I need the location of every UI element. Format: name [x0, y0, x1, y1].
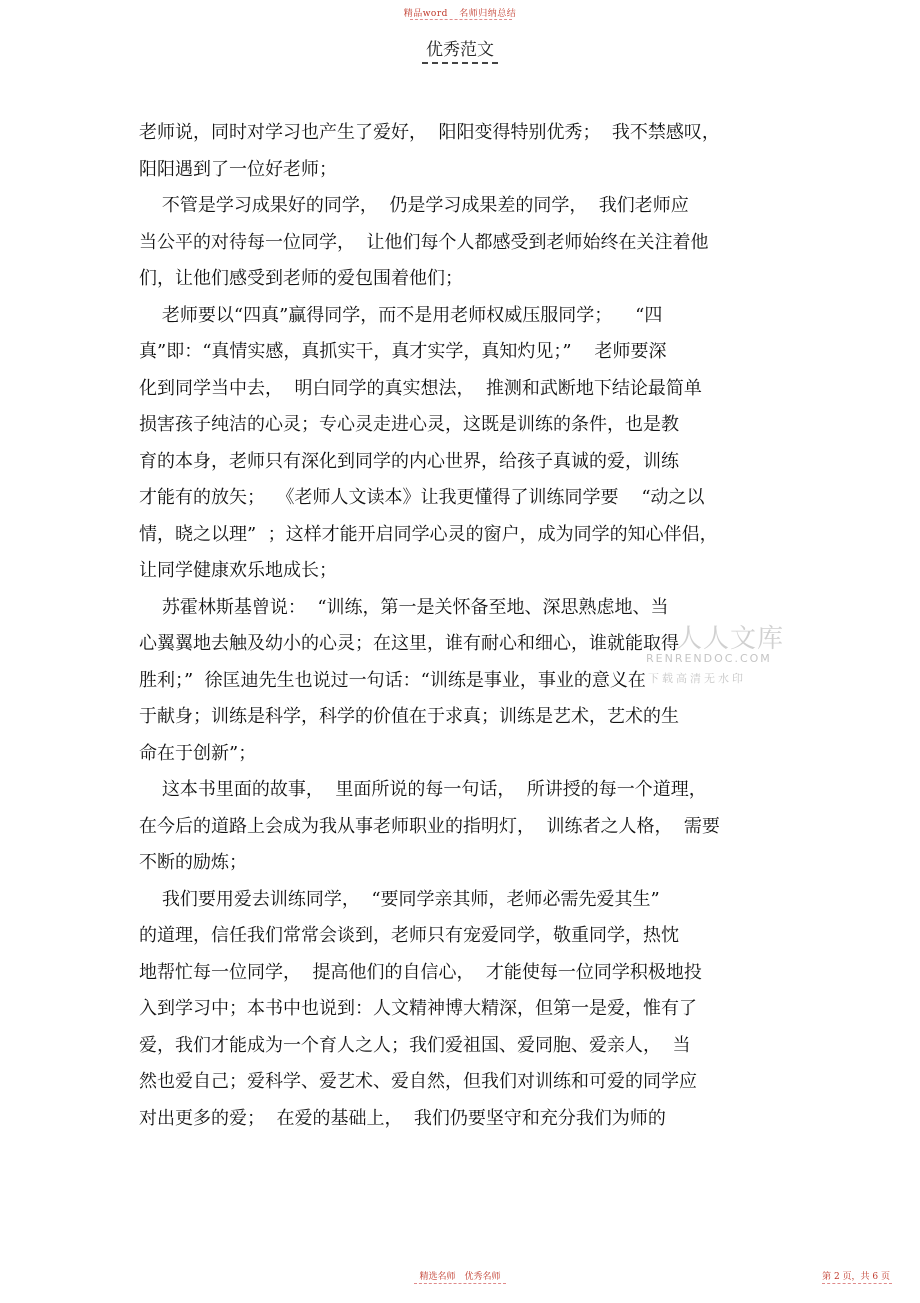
body-line: 老师要以“四真”赢得同学，而不是用老师权威压服同学； “四 — [139, 304, 663, 326]
body-line: 命在于创新”； — [139, 742, 257, 764]
body-line: 才能有的放矢； 《老师人文读本》让我更懂得了训练同学要 “动之以 — [139, 487, 705, 508]
body-line: 入到学习中；本书中也说到：人文精神博大精深，但第一是爱，惟有了 — [139, 998, 697, 1019]
top-note-divider — [410, 19, 512, 20]
document-body — [139, 115, 799, 1137]
top-note — [0, 6, 920, 19]
body-line: 然也爱自己；爱科学、爱艺术、爱自然，但我们对训练和可爱的同学应 — [139, 1071, 697, 1092]
body-line: 胜利；” 徐匡迪先生也说过一句话：“训练是事业，事业的意义在 — [139, 669, 646, 691]
footer-note — [0, 1269, 920, 1282]
body-line: 们，让他们感受到老师的爱包围着他们； — [139, 268, 463, 289]
top-note-right: 名师归纳总结 — [459, 9, 517, 19]
body-line: 的道理，信任我们常常会谈到，老师只有宠爱同学，敬重同学，热忱 — [139, 925, 679, 946]
footer-divider — [414, 1283, 506, 1284]
watermark-domain: RENRENDOC.COM — [646, 652, 772, 665]
body-line: 于献身；训练是科学，科学的价值在于求真；训练是艺术，艺术的生 — [139, 706, 679, 727]
body-line: 阳阳遇到了一位好老师； — [139, 158, 337, 180]
footer-note-b: 优秀名师 — [464, 1272, 501, 1282]
watermark-caption: 下载高清无水印 — [648, 672, 746, 685]
watermark-logo-text: 人人文库 — [676, 624, 785, 654]
body-line: 地帮忙每一位同学， 提高他们的自信心， 才能使每一位同学积极地投 — [139, 961, 702, 983]
body-line: 化到同学当中去， 明白同学的真实想法， 推测和武断地下结论最简单 — [139, 377, 702, 399]
page-number: 第 2 页，共 6 页 — [822, 1272, 890, 1282]
body-line: 损害孩子纯洁的心灵；专心灵走进心灵，这既是训练的条件，也是教 — [139, 414, 679, 435]
body-line: 在今后的道路上会成为我从事老师职业的指明灯， 训练者之人格， 需要 — [139, 815, 720, 837]
body-line: 情，晓之以理” ；这样才能开启同学心灵的窗户，成为同学的知心伴侣， — [139, 523, 718, 545]
body-line: 当公平的对待每一位同学， 让他们每个人都感受到老师始终在关注着他 — [139, 231, 709, 253]
body-line: 真”即：“真情实感，真抓实干，真才实学，真知灼见；” 老师要深 — [139, 341, 667, 362]
body-line: 育的本身，老师只有深化到同学的内心世界，给孩子真诚的爱，训练 — [139, 450, 679, 472]
body-line: 让同学健康欢乐地成长； — [139, 560, 337, 581]
body-line: 这本书里面的故事， 里面所说的每一句话， 所讲授的每一个道理， — [139, 779, 707, 800]
body-line: 苏霍林斯基曾说： “训练，第一是关怀备至地、深思熟虑地、当 — [139, 596, 669, 618]
body-line: 不管是学习成果好的同学， 仍是学习成果差的同学， 我们老师应 — [139, 195, 689, 216]
body-line: 对出更多的爱； 在爱的基础上， 我们仍要坚守和充分我们为师的 — [139, 1107, 666, 1129]
body-line: 心翼翼地去触及幼小的心灵；在这里，谁有耐心和细心，谁就能取得 — [139, 633, 679, 654]
body-line: 我们要用爱去训练同学， “要同学亲其师，老师必需先爱其生” — [139, 888, 660, 910]
header-underline — [422, 62, 498, 64]
top-note-left: 精品word — [403, 9, 448, 19]
body-line: 爱，我们才能成为一个育人之人；我们爱祖国、爱同胞、爱亲人， 当 — [139, 1034, 691, 1056]
body-line: 老师说，同时对学习也产生了爱好， 阳阳变得特别优秀； 我不禁感叹， — [139, 122, 720, 143]
footer-note-a: 精选名师 — [419, 1272, 456, 1282]
page-number-divider — [822, 1283, 892, 1284]
page-header-title: 优秀范文 — [426, 40, 494, 60]
body-line: 不断的励炼； — [139, 852, 247, 873]
